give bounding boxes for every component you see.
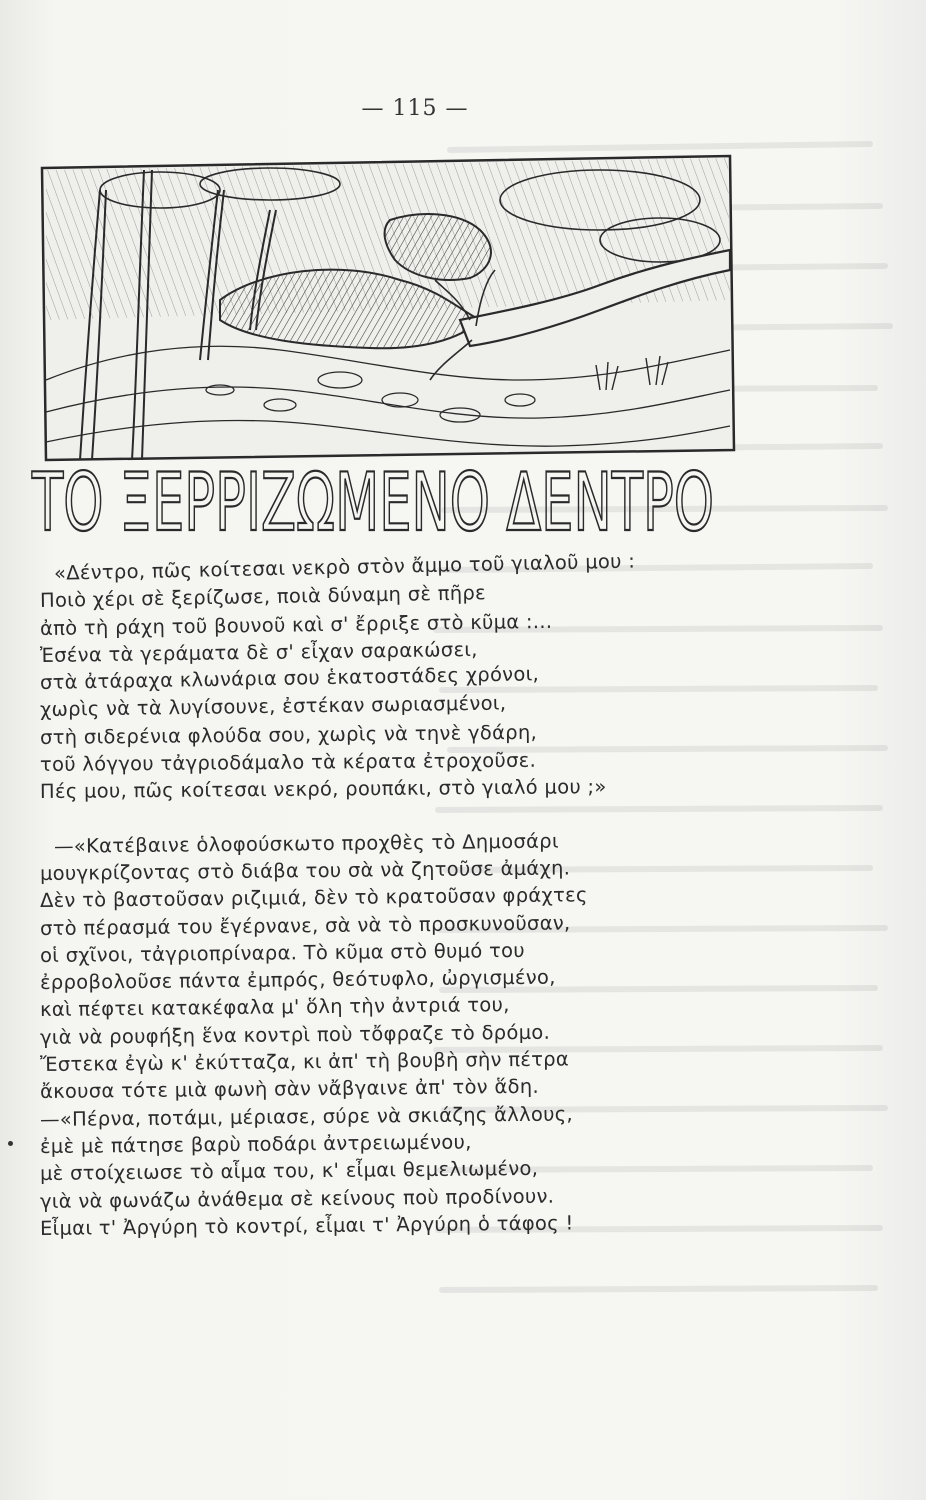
poem-line: Ποιὸ χέρι σὲ ξερίζωσε, ποιὰ δύναμη σὲ πῆρε [39, 581, 487, 613]
poem-line: μουγκρίζοντας στὸ διάβα του σὰ νὰ ζητοῦσε ἀμάχη. [39, 856, 571, 885]
poem-body [39, 549, 700, 1269]
poem-line: Δὲν τὸ βαστοῦσαν ριζιμιά, δὲν τὸ κρατοῦσαν φράχτες [39, 883, 588, 913]
poem-line: «Δέντρο, πῶς κοίτεσαι νεκρὸ στὸν ἄμμο τοῦ γιαλοῦ μου : [53, 549, 636, 585]
poem-line: χωρὶς νὰ τὰ λυγίσουνε, ἐστέκαν σωριασμένοι, [39, 691, 507, 722]
poem-title-text: ΤΟ ΞΕΡΡΙΖΩΜΕΝΟ ΔΕΝΤΡΟ [31, 456, 714, 547]
poem-line: οἱ σχῖνοι, τἀγριοπρίναρα. Τὸ κῦμα στὸ θυμό του [39, 938, 525, 967]
poem-line: Πές μου, πῶς κοίτεσαι νεκρό, ρουπάκι, στὸ γιαλό μου ;» [39, 775, 607, 804]
poem-line: στὴ σιδερένια φλούδα σου, χωρὶς νὰ τηνὲ γδάρη, [39, 720, 538, 749]
page-number: — 115 — [361, 96, 469, 121]
poem-line: Ἐσένα τὰ γεράματα δὲ σ' εἶχαν σαρακώσει, [39, 637, 478, 667]
margin-dot [8, 1141, 13, 1146]
stanza-2 [39, 829, 700, 1242]
poem-line: Εἶμαι τ' Ἀργύρη τὸ κοντρί, εἶμαι τ' Ἀργύρη ὁ τάφος ! [39, 1211, 574, 1240]
poem-line: τοῦ λόγγου τἀγριοδάμαλο τὰ κέρατα ἐτροχοῦσε. [39, 748, 537, 777]
poem-line: στὰ ἀτάραχα κλωνάρια σου ἑκατοστάδες χρόνοι, [39, 662, 540, 695]
poem-line: γιὰ νὰ ρουφήξη ἕνα κοντρὶ ποὺ τὄφραζε τὸ δρόμο. [39, 1020, 551, 1049]
poem-line: —«Κατέβαινε ὁλοφούσκωτο προχθὲς τὸ Δημοσάρι [53, 829, 559, 858]
poem-title [28, 452, 718, 547]
poem-line: ἄκουσα τότε μιὰ φωνὴ σὰν νἄβγαινε ἀπ' τὸν ἅδη. [39, 1075, 540, 1104]
poem-line: ἐμὲ μὲ πάτησε βαρὺ ποδάρι ἀντρειωμένου, [39, 1130, 472, 1158]
poem-line: στὸ πέρασμά του ἔγέρνανε, σὰ νὰ τὸ προσκυνοῦσαν, [39, 911, 571, 940]
poem-line: μὲ στοίχειωσε τὸ αἷμα του, κ' εἶμαι θεμελιωμένο, [39, 1157, 539, 1186]
poem-line: γιὰ νὰ φωνάζω ἀνάθεμα σὲ κείνους ποὺ προδίνουν. [39, 1184, 555, 1213]
poem-line: ἀπὸ τὴ ράχη τοῦ βουνοῦ καὶ σ' ἔρριξε στὸ κῦμα :... [39, 609, 553, 640]
poem-line: —«Πέρνα, ποτάμι, μέριασε, σύρε νὰ σκιάζης ἄλλους, [39, 1102, 574, 1131]
stanza-1 [39, 549, 700, 806]
poem-line: καὶ πέφτει κατακέφαλα μ' ὅλη τὴν ἀντριά του, [39, 993, 510, 1022]
poem-line: ἐρροβολοῦσε πάντα ἐμπρός, θεότυφλο, ὠργισμένο, [39, 965, 556, 995]
poem-line: Ἔστεκα ἐγὼ κ' ἐκύτταζα, κι ἀπ' τὴ βουβὴ σὴν πέτρα [39, 1047, 570, 1077]
tree-landscape-illustration [40, 150, 740, 465]
